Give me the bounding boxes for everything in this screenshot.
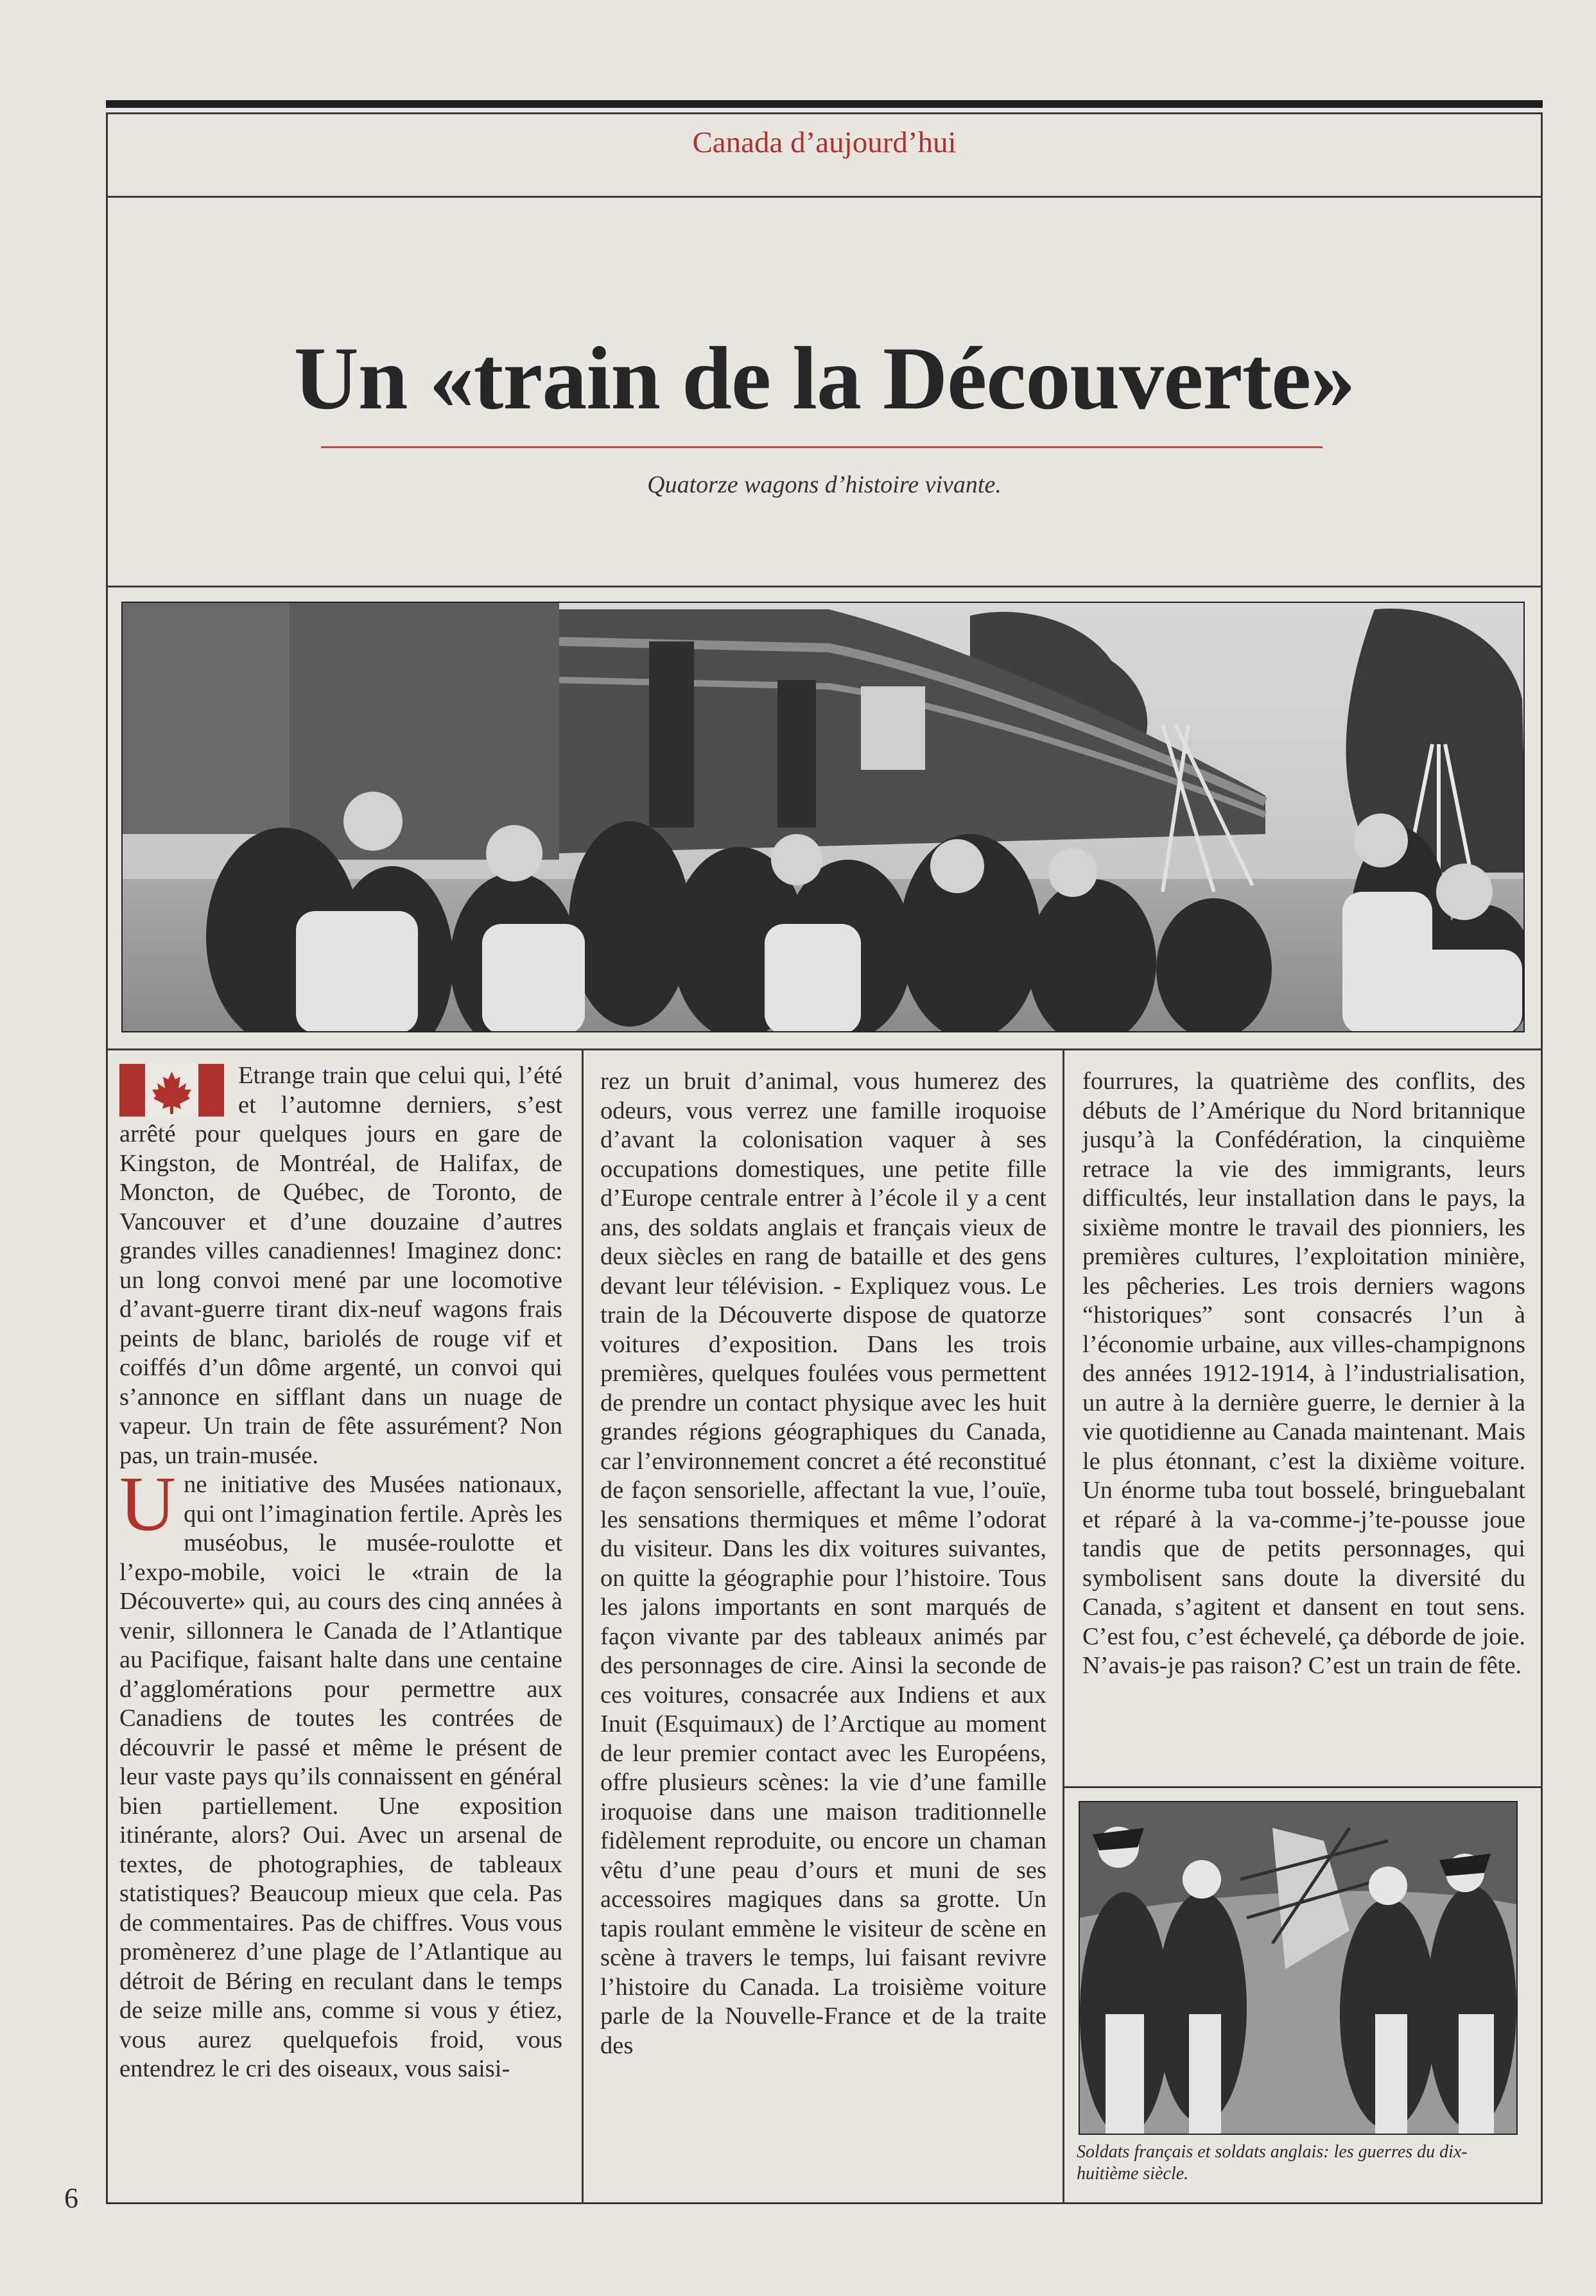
canadian-flag-icon: [119, 1064, 224, 1117]
article-column-1: [119, 1061, 562, 2084]
top-heavy-rule: [106, 100, 1543, 108]
soldiers-photo: [1079, 1801, 1518, 2135]
column-divider-2: [1063, 1048, 1064, 2204]
section-label: Canada d’aujourd’hui: [692, 126, 957, 159]
title-underline: [321, 446, 1323, 448]
drop-cap: U: [119, 1461, 177, 1547]
col3-photo-rule: [1063, 1786, 1543, 1788]
article-column-3: [1082, 1067, 1525, 1681]
photo-block-rule: [106, 1048, 1543, 1050]
header-rule: [106, 196, 1543, 198]
article-subtitle: Quatorze wagons d’histoire vivante.: [647, 471, 1002, 498]
paragraph-2: [119, 1461, 562, 2084]
paragraph-col2: rez un bruit d’animal, vous humerez des odeurs, vous verrez une famille iroquoise d’avant la colonisation vaquer à ses occupations domestiques, une petite fille d’Europe centrale entrer à l’école il y a cent ans, des soldats anglais et français vieux de deux siècles en rang de bataille et des gens devant leur télévision. - Expliquez vous. Le train de la Découverte dispose de quatorze voitures d’exposition. Dans les trois premières, quelques foulées vous permettent de prendre un contact physique avec les huit grandes régions géographiques du Canada, car l’environnement concret a été reconstitué de façon sensorielle, affectant la vue, l’ouïe, les sensations thermiques et même l’odorat du visiteur. Dans les dix voitures suivantes, on quitte la géographie pour l’histoire. Tous les jalons importants en sont marqués de façon vivante par des tableaux animés par des personnages de cire. Ainsi la seconde de ces voitures, consacrée aux Indiens et aux Inuit (Esquimaux) de l’Arctique au moment de leur premier contact avec les Européens, offre plusieurs scènes: la vie d’une famille iroquoise dans une maison traditionnelle fidèlement reproduite, ou encore un chaman vêtu d’une peau d’ours et muni de ses accessoires magiques dans sa grotte. Un tapis roulant emmène le visiteur de scène en scène à travers le temps, lui faisant revivre l’histoire du Canada. La troisième voiture parle de la Nouvelle-France et de la traite des: [600, 1068, 1046, 2059]
page-number: 6: [64, 2182, 78, 2214]
article-column-2: [600, 1067, 1046, 2060]
column-divider-1: [582, 1048, 584, 2204]
paragraph-1: Etrange train que celui qui, l’été et l’automne derniers, s’est arrêté pour quelques jours en gare de Kingston, de Montréal, de Halifax, de Moncton, de Québec, de Toronto, de Vancouver et d’une douzaine d’autres grandes villes canadiennes! Imaginez donc: un long convoi mené par une locomotive d’avant-guerre tirant dix-neuf wagons frais peints de blanc, bariolés de rouge vif et coiffés d’un dôme argenté, un convoi qui s’annonce en sifflant dans un nuage de vapeur. Un train de fête assurément? Non pas, un train-musée.: [119, 1062, 562, 1469]
train-crowd-photo: [121, 602, 1525, 1032]
paragraph-2-text: ne initiative des Musées nationaux, qui ont l’imagination fertile. Après les muséobus, le musée-roulotte et l’expo-mobile, voici le «train de la Découverte» qui, au cours des cinq années à venir, sillonnera le Canada de l’Atlantique au Pacifique, faisant halte dans une centaine d’agglomérations pour permettre aux Canadiens de toutes les contrées de découvrir le passé et même le présent de leur vaste pays qu’ils connaissent en général bien partiellement. Une exposition itinérante, alors? Oui. Avec un arsenal de textes, de photographies, de tableaux statistiques? Beaucoup mieux que cela. Pas de commentaires. Pas de chiffres. Vous vous promènerez d’une plage de l’Atlantique au détroit de Béring en reculant dans le temps de seize mille ans, comme si vous y étiez, vous aurez quelquefois froid, vous entendrez le cri des oiseaux, vous saisi-: [119, 1471, 562, 2082]
article-title: Un «train de la Découverte»: [293, 329, 1355, 428]
paragraph-col3: fourrures, la quatrième des conflits, des débuts de l’Amérique du Nord britannique jusqu’à la Confédération, la cinquième retrace la vie des immigrants, leurs difficultés, leur installation dans le pays, la sixième montre le travail des pionniers, les premières cultures, l’exploitation minière, les pêcheries. Les trois derniers wagons “historiques” sont consacrés l’un à l’économie urbaine, aux villes-champignons des années 1912-1914, à l’industrialisation, un autre à la dernière guerre, le dernier à la vie quotidienne au Canada maintenant. Mais le plus étonnant, c’est la dixième voiture. Un énorme tuba tout bosselé, bringuebalant et réparé à la va-comme-j’te-pousse joue tandis que de petits personnages, qui symbolisent sans doute la diversité du Canada, s’agitent et dansent en tout sens. C’est fou, c’est échevelé, ça déborde de joie. N’avais-je pas raison? C’est un train de fête.: [1082, 1068, 1525, 1679]
photo-caption: Soldats français et soldats anglais: les guerres du dix-huitième siècle.: [1077, 2142, 1468, 2184]
title-block-rule: [106, 586, 1543, 587]
